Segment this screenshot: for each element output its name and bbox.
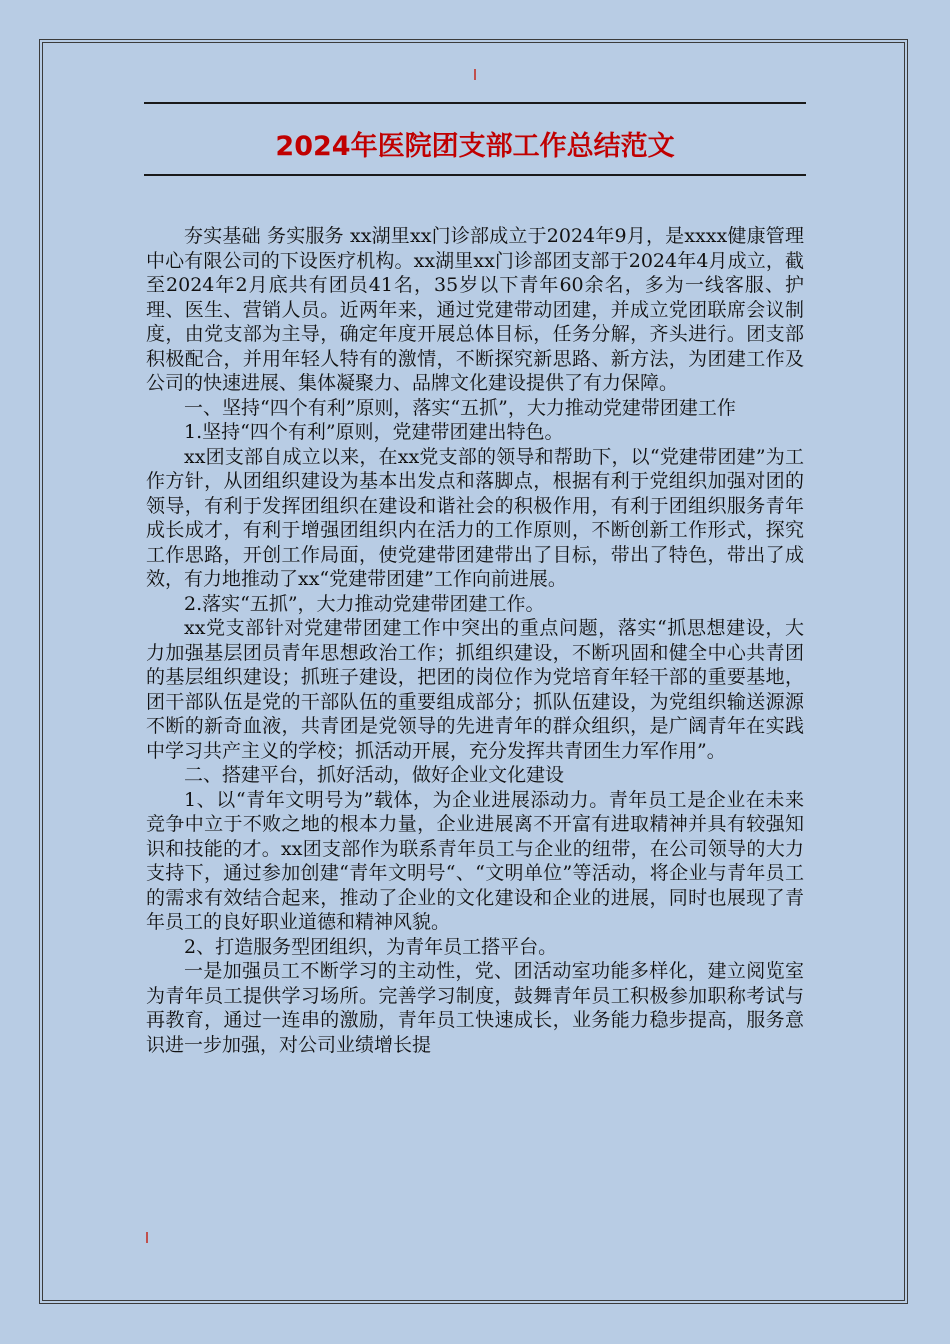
title-bottom-rule	[144, 174, 806, 176]
subheading-1-1: 1.坚持“四个有利”原则，党建带团建出特色。	[184, 421, 564, 443]
footer-cursor-mark	[146, 1232, 148, 1243]
subheading-1-2: 2.落实“五抓”，大力推动党建带团建工作。	[184, 592, 545, 615]
paragraph-1-2: xx党支部针对党建带团建工作中突出的重点问题，落实“抓思想建设，大力加强基层团员青年思想政治工作；抓组织建设，不断巩固和健全中心共青团的基层组织建设；抓班子建设，把团的岗位作为党培育年轻干部的重要基地，团干部队伍是党的干部队伍的重要组成部分；抓队伍建设，为党组织输送源源不断的新奇血液，共青团是党领导的先进青年的群众组织，是广阔青年在实践中学习共产主义的学校；抓活动开展，充分发挥共青团生力军作用”。	[146, 617, 804, 762]
paragraph-1-1: xx团支部自成立以来，在xx党支部的领导和帮助下，以“党建带团建”为工作方针，从团组织建设为基本出发点和落脚点，根据有利于党组织加强对团的领导，有利于发挥团组织在建设和谐社会的积极作用，有利于团组织服务青年成长成才，有利于增强团组织内在活力的工作原则，不断创新工作形式，探究工作思路，开创工作局面，使党建带团建带出了目标，带出了特色，带出了成效，有力地推动了xx“党建带团建”工作向前进展。	[146, 445, 804, 590]
paragraph-2-1: 1、以“青年文明号为”载体，为企业进展添动力。青年员工是企业在未来竞争中立于不败之地的根本力量，企业进展离不开富有进取精神并具有较强知识和技能的才。xx团支部作为联系青年员工与企业的纽带，在公司领导的大力支持下，通过参加创建“青年文明号“、“文明单位”等活动，将企业与青年员工的需求有效结合起来，推动了企业的文化建设和企业的进展，同时也展现了青年员工的良好职业道德和精神风貌。	[146, 788, 804, 933]
document-body	[146, 224, 804, 1057]
section-heading-2: 二、搭建平台，抓好活动，做好企业文化建设	[184, 764, 565, 786]
header-cursor-mark	[474, 69, 476, 80]
intro-paragraph: 夯实基础 务实服务 xx湖里xx门诊部成立于2024年9月，是xxxx健康管理中心有限公司的下设医疗机构。xx湖里xx门诊部团支部于2024年4月成立，截至2024年2月底共有团员41名，35岁以下青年60余名，多为一线客服、护理、医生、营销人员。近两年来，通过党建带动团建，并成立党团联席会议制度，由党支部为主导，确定年度开展总体目标，任务分解，齐头进行。团支部积极配合，并用年轻人特有的激情，不断探究新思路、新方法，为团建工作及公司的快速进展、集体凝聚力、品牌文化建设提供了有力保障。	[146, 225, 804, 394]
section-heading-1: 一、坚持“四个有利”原则，落实“五抓”，大力推动党建带团建工作	[184, 396, 736, 419]
subheading-2-2: 2、打造服务型团组织，为青年员工搭平台。	[184, 935, 558, 958]
title-top-rule	[144, 102, 806, 104]
paragraph-2-2: 一是加强员工不断学习的主动性，党、团活动室功能多样化，建立阅览室为青年员工提供学习场所。完善学习制度，鼓舞青年员工积极参加职称考试与再教育，通过一连串的激励，青年员工快速成长，业务能力稳步提高，服务意识进一步加强，对公司业绩增长提	[146, 960, 804, 1056]
document-title: 2024年医院团支部工作总结范文	[275, 131, 675, 162]
